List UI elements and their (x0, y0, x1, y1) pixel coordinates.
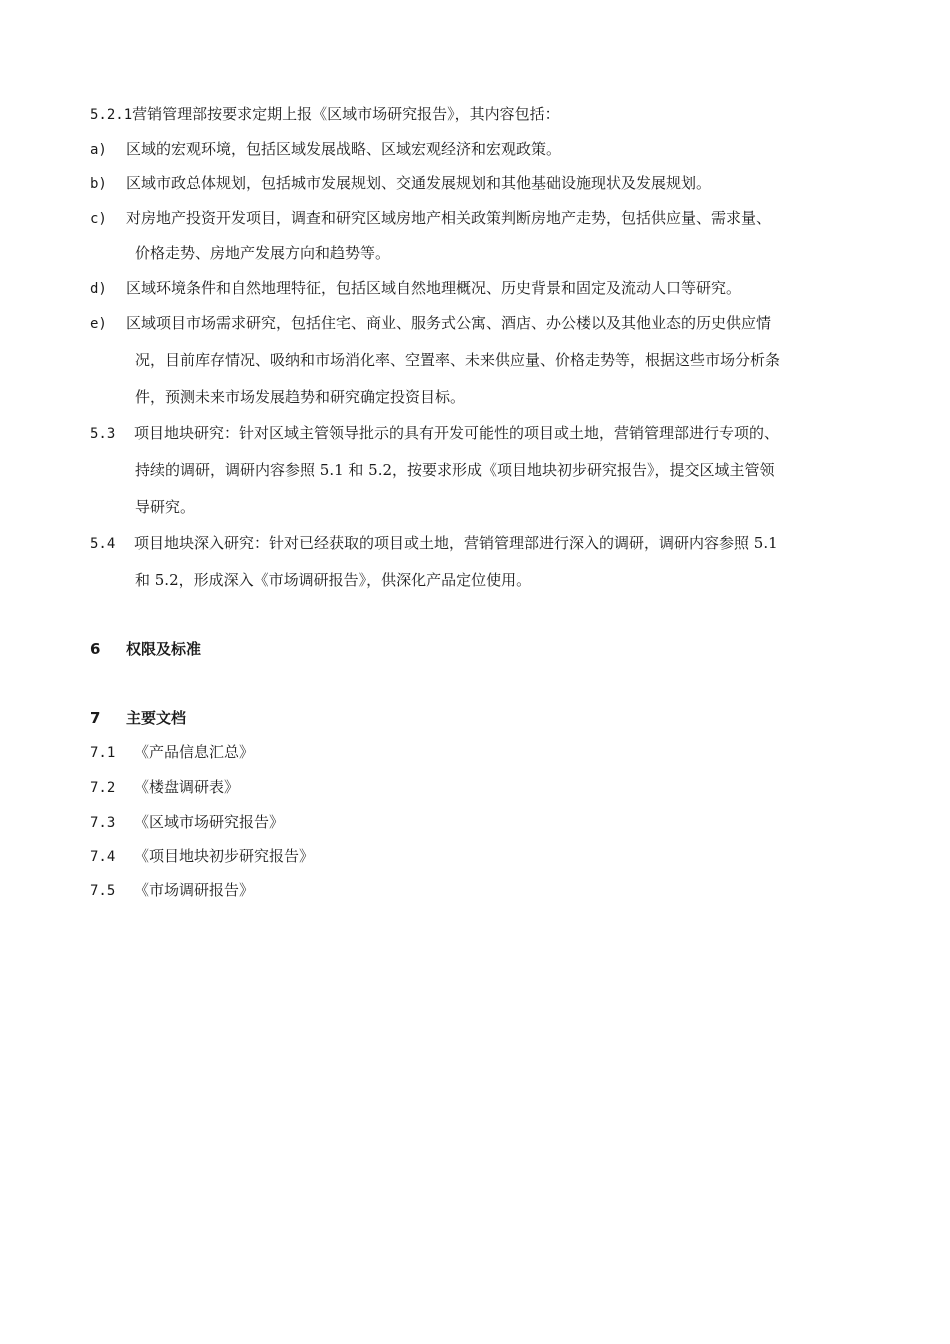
paragraph-text: 项目地块研究：针对区域主管领导批示的具有开发可能性的项目或土地，营销管理部进行专项的、 (134, 424, 780, 442)
list-marker: b) (90, 176, 107, 192)
item-text: 《楼盘调研表》 (134, 778, 240, 796)
section-heading-6 (90, 639, 201, 659)
paragraph-text: 项目地块深入研究：针对已经获取的项目或土地，营销管理部进行深入的调研，调研内容参照 5.1 (134, 534, 778, 552)
list-item-e-continuation (135, 350, 780, 370)
section-number: 7 (90, 709, 101, 727)
paragraph-text: 营销管理部按要求定期上报《区域市场研究报告》，其内容包括： (132, 105, 560, 123)
paragraph-text: 和 5.2，形成深入《市场调研报告》，供深化产品定位使用。 (135, 571, 532, 589)
list-item-text: 对房地产投资开发项目，调查和研究区域房地产相关政策判断房地产走势，包括供应量、需求量、 (126, 209, 772, 227)
document-list-item (90, 880, 254, 901)
item-text: 《产品信息汇总》 (134, 743, 255, 761)
list-item-text: 区域市政总体规划，包括城市发展规划、交通发展规划和其他基础设施现状及发展规划。 (126, 174, 712, 192)
list-marker: e) (90, 316, 107, 332)
list-marker: d) (90, 281, 107, 297)
paragraph-5-4 (90, 533, 778, 554)
list-item-c (90, 208, 771, 229)
document-list-item (90, 846, 314, 867)
list-item-e (90, 313, 771, 334)
document-list-item (90, 777, 239, 798)
section-number: 6 (90, 640, 101, 658)
list-marker: a) (90, 142, 107, 158)
item-number: 7.2 (90, 780, 116, 796)
item-text: 《区域市场研究报告》 (134, 813, 285, 831)
list-item-text: 区域的宏观环境，包括区域发展战略、区域宏观经济和宏观政策。 (126, 140, 562, 158)
list-item-b (90, 173, 711, 194)
list-item-text: 区域项目市场需求研究，包括住宅、商业、服务式公寓、酒店、办公楼以及其他业态的历史供应情 (126, 314, 772, 332)
item-number: 7.1 (90, 745, 116, 761)
section-number: 5.3 (90, 426, 116, 442)
list-item-c-continuation (135, 243, 390, 263)
section-number: 5.2.1 (90, 107, 133, 123)
section-heading-7 (90, 708, 186, 728)
paragraph-5-3-continuation (135, 460, 775, 480)
section-title: 权限及标准 (126, 640, 202, 658)
item-text: 《市场调研报告》 (134, 881, 255, 899)
section-title: 主要文档 (126, 709, 187, 727)
item-number: 7.5 (90, 883, 116, 899)
document-list-item (90, 812, 284, 833)
paragraph-text: 导研究。 (135, 498, 196, 516)
item-number: 7.4 (90, 849, 116, 865)
paragraph-5-4-continuation (135, 570, 531, 590)
item-text: 《项目地块初步研究报告》 (134, 847, 315, 865)
section-number: 5.4 (90, 536, 116, 552)
list-item-text: 件，预测未来市场发展趋势和研究确定投资目标。 (135, 388, 466, 406)
item-number: 7.3 (90, 815, 116, 831)
paragraph-5-2-1 (90, 104, 560, 125)
document-list-item (90, 742, 254, 763)
list-item-a (90, 139, 561, 160)
list-item-text: 况，目前库存情况、吸纳和市场消化率、空置率、未来供应量、价格走势等，根据这些市场分析条 (135, 351, 781, 369)
list-item-e-continuation (135, 387, 465, 407)
paragraph-5-3 (90, 423, 779, 444)
list-item-text: 价格走势、房地产发展方向和趋势等。 (135, 244, 391, 262)
list-marker: c) (90, 211, 107, 227)
list-item-text: 区域环境条件和自然地理特征，包括区域自然地理概况、历史背景和固定及流动人口等研究。 (126, 279, 742, 297)
paragraph-5-3-continuation (135, 497, 195, 517)
paragraph-text: 持续的调研，调研内容参照 5.1 和 5.2，按要求形成《项目地块初步研究报告》，提交区域主管领 (135, 461, 775, 479)
list-item-d (90, 278, 741, 299)
